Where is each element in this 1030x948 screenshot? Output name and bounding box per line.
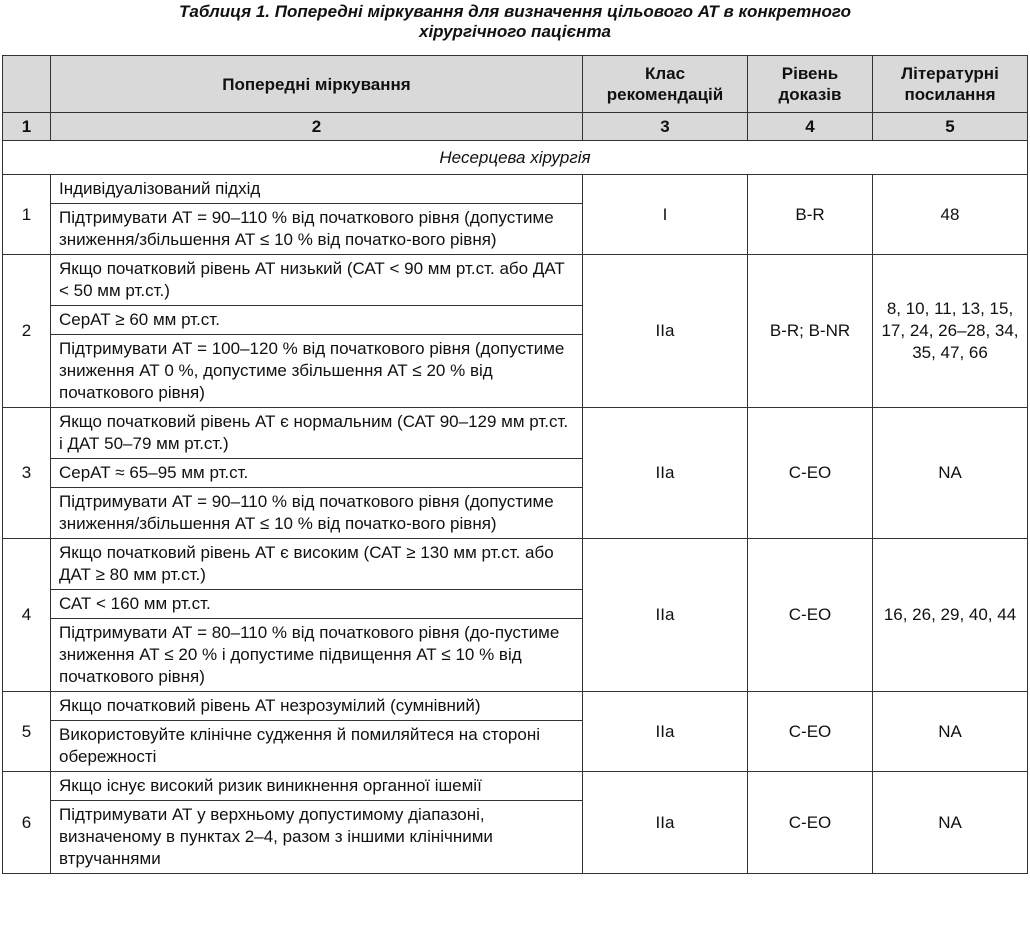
- recommendation-class: I: [583, 175, 748, 255]
- header-col-5: [873, 56, 1028, 113]
- recommendation-class: IIa: [583, 255, 748, 408]
- row-number: 3: [3, 408, 51, 539]
- row-number: 6: [3, 772, 51, 874]
- recommendation-class: IIa: [583, 408, 748, 539]
- header-col-3: [583, 56, 748, 113]
- literature-references: NA: [873, 408, 1028, 539]
- consideration-text: Якщо початковий рівень АТ незрозумілий (сумнівний): [51, 692, 583, 721]
- table-row: [3, 539, 1028, 590]
- consideration-text: САТ < 160 мм рт.ст.: [51, 590, 583, 619]
- row-number: 1: [3, 175, 51, 255]
- table-row: [3, 175, 1028, 204]
- consideration-text: Індивідуалізований підхід: [51, 175, 583, 204]
- caption-line-1: Таблиця 1. Попередні міркування для визначення цільового АТ в конкретного: [179, 2, 851, 21]
- recommendation-class: IIa: [583, 692, 748, 772]
- section-title: Несерцева хірургія: [3, 141, 1028, 175]
- row-number: 2: [3, 255, 51, 408]
- column-number: 4: [748, 113, 873, 141]
- literature-references: 16, 26, 29, 40, 44: [873, 539, 1028, 692]
- consideration-text: Підтримувати АТ у верхньому допустимому діапазоні, визначеному в пунктах 2–4, разом з іншими клінічними втручаннями: [51, 801, 583, 874]
- recommendations-table: [2, 55, 1028, 874]
- header-col-2: Попередні міркування: [51, 56, 583, 113]
- literature-references: 8, 10, 11, 13, 15, 17, 24, 26–28, 34, 35, 47, 66: [873, 255, 1028, 408]
- header-col-1: [3, 56, 51, 113]
- column-number: 2: [51, 113, 583, 141]
- evidence-level: B-R; B-NR: [748, 255, 873, 408]
- evidence-level: C-EO: [748, 539, 873, 692]
- caption-line-2: хірургічного пацієнта: [418, 22, 612, 41]
- consideration-text: Підтримувати АТ = 90–110 % від початкового рівня (допустиме зниження/збільшення АТ ≤ 10 % від початко-вого рівня): [51, 204, 583, 255]
- recommendation-class: IIa: [583, 772, 748, 874]
- consideration-text: Якщо початковий рівень АТ є високим (САТ ≥ 130 мм рт.ст. або ДАТ ≥ 80 мм рт.ст.): [51, 539, 583, 590]
- consideration-text: СерАТ ≈ 65–95 мм рт.ст.: [51, 459, 583, 488]
- row-number: 4: [3, 539, 51, 692]
- table-caption: [0, 0, 1030, 44]
- consideration-text: Якщо існує високий ризик виникнення органної ішемії: [51, 772, 583, 801]
- literature-references: NA: [873, 772, 1028, 874]
- evidence-level: C-EO: [748, 408, 873, 539]
- column-number: 1: [3, 113, 51, 141]
- evidence-level: B-R: [748, 175, 873, 255]
- consideration-text: Підтримувати АТ = 100–120 % від початкового рівня (допустиме зниження АТ 0 %, допустиме збільшення АТ ≤ 20 % від початкового рівня): [51, 335, 583, 408]
- section-row: [3, 141, 1028, 175]
- header-col-5-line-2: посилання: [904, 85, 996, 104]
- header-col-4: [748, 56, 873, 113]
- column-number: 3: [583, 113, 748, 141]
- header-col-3-line-2: рекомендацій: [606, 85, 724, 104]
- consideration-text: Якщо початковий рівень АТ є нормальним (САТ 90–129 мм рт.ст. і ДАТ 50–79 мм рт.ст.): [51, 408, 583, 459]
- header-col-3-line-1: Клас: [644, 64, 686, 83]
- consideration-text: СерАТ ≥ 60 мм рт.ст.: [51, 306, 583, 335]
- header-row: [3, 56, 1028, 113]
- column-number-row: [3, 113, 1028, 141]
- column-number: 5: [873, 113, 1028, 141]
- table-row: [3, 692, 1028, 721]
- consideration-text: Використовуйте клінічне судження й помиляйтеся на стороні обережності: [51, 721, 583, 772]
- consideration-text: Підтримувати АТ = 80–110 % від початкового рівня (до-пустиме зниження АТ ≤ 20 % і допустиме підвищення АТ ≤ 10 % від початкового рівня): [51, 619, 583, 692]
- recommendation-class: IIa: [583, 539, 748, 692]
- table-row: [3, 408, 1028, 459]
- literature-references: 48: [873, 175, 1028, 255]
- consideration-text: Підтримувати АТ = 90–110 % від початкового рівня (допустиме зниження/збільшення АТ ≤ 10 % від початко-вого рівня): [51, 488, 583, 539]
- literature-references: NA: [873, 692, 1028, 772]
- row-number: 5: [3, 692, 51, 772]
- header-col-4-line-1: Рівень: [781, 64, 839, 83]
- header-col-4-line-2: доказів: [778, 85, 842, 104]
- consideration-text: Якщо початковий рівень АТ низький (САТ < 90 мм рт.ст. або ДАТ < 50 мм рт.ст.): [51, 255, 583, 306]
- table-row: [3, 255, 1028, 306]
- table-row: [3, 772, 1028, 801]
- evidence-level: C-EO: [748, 692, 873, 772]
- evidence-level: C-EO: [748, 772, 873, 874]
- header-col-5-line-1: Літературні: [901, 64, 999, 83]
